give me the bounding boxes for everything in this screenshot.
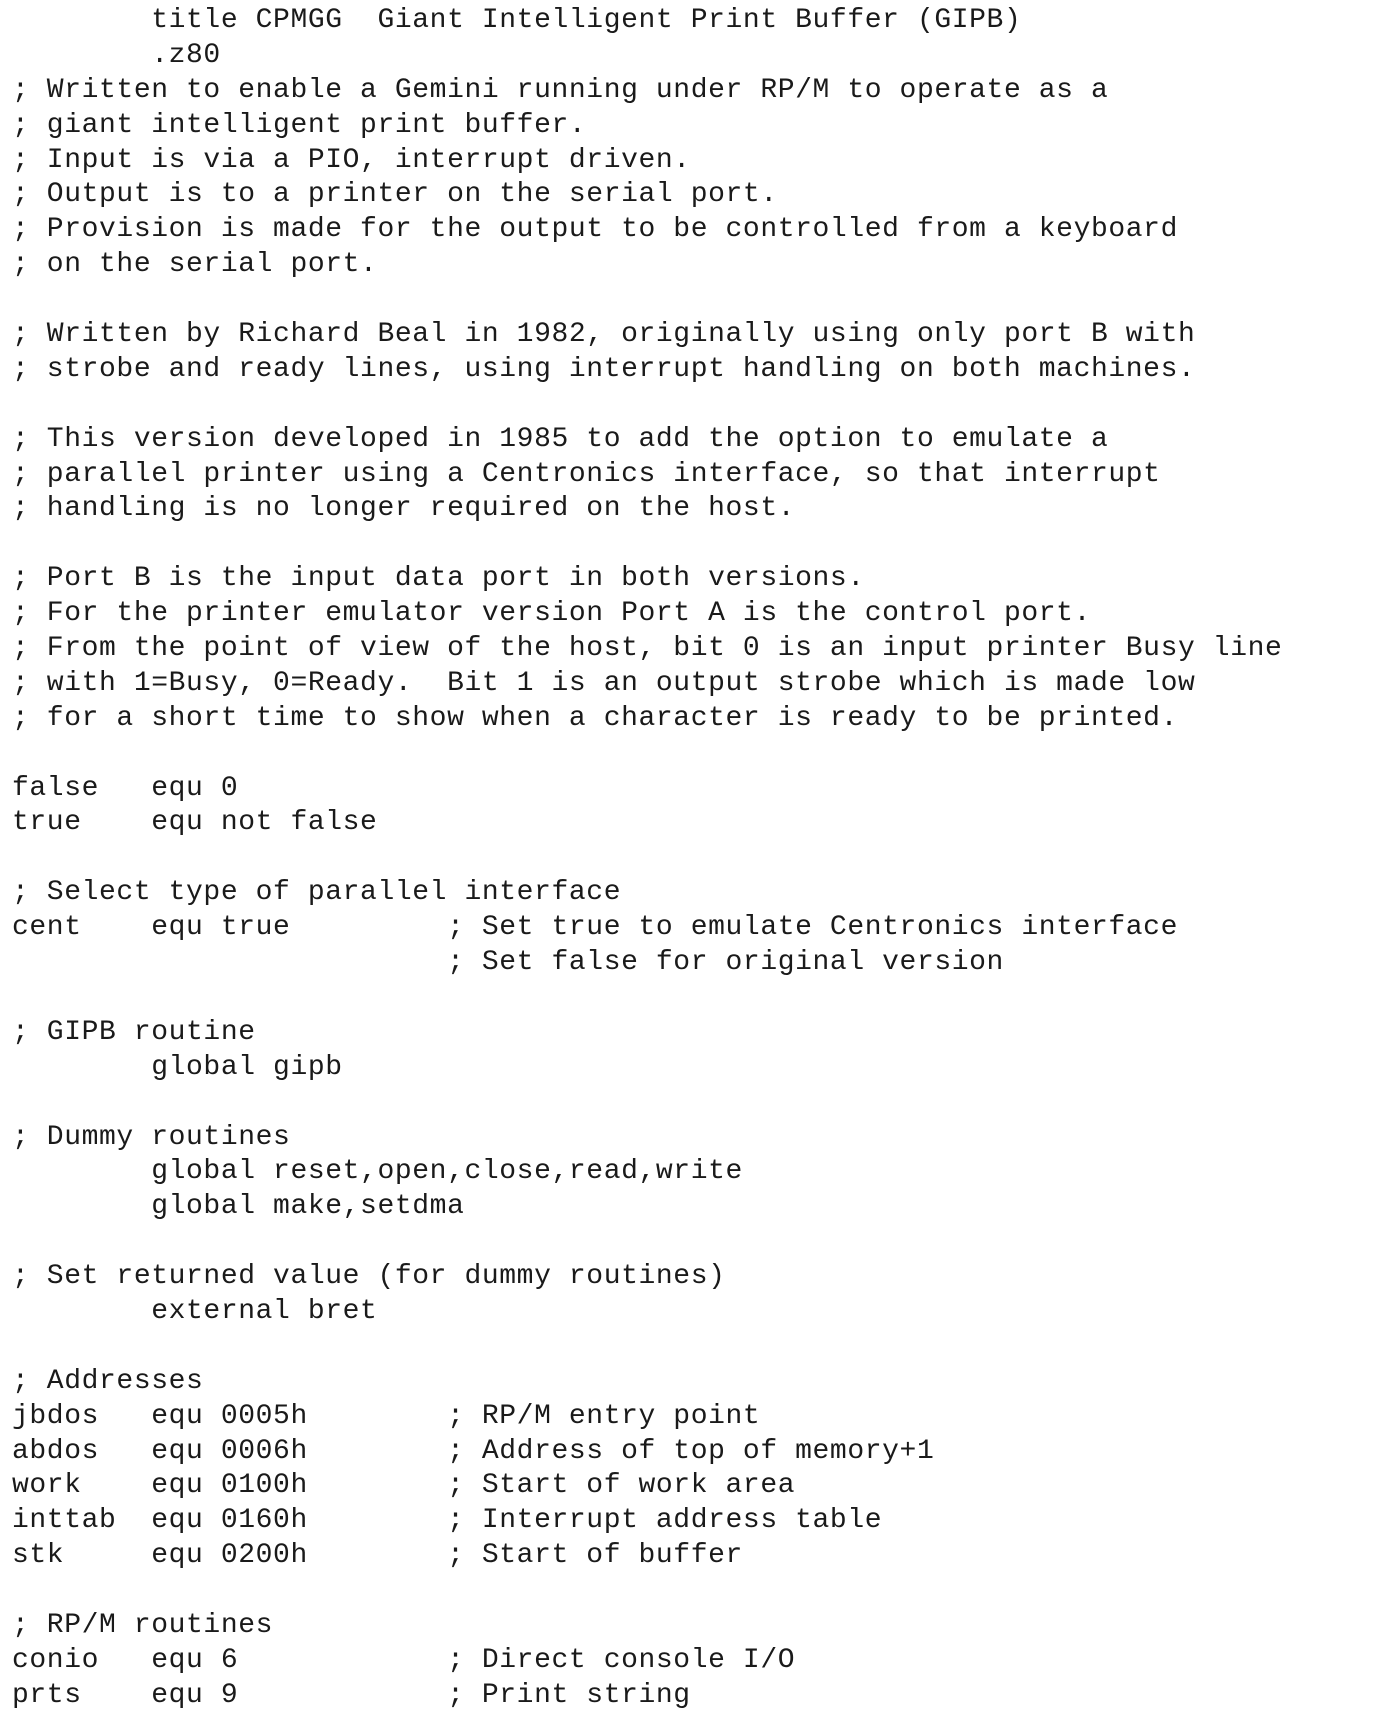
code-line: ; Select type of parallel interface — [12, 877, 622, 909]
code-line: abdos equ 0006h ; Address of top of memory+1 — [12, 1435, 935, 1467]
code-line: ; Set false for original version — [12, 947, 1004, 979]
code-line: ; RP/M routines — [12, 1609, 274, 1641]
code-line: inttab equ 0160h ; Interrupt address table — [12, 1505, 883, 1537]
code-line: ; on the serial port. — [12, 249, 378, 281]
code-line: ; strobe and ready lines, using interrupt handling on both machines. — [12, 353, 1196, 385]
code-line: title CPMGG Giant Intelligent Print Buffer (GIPB) — [12, 5, 1022, 36]
blank-line — [12, 283, 1372, 318]
code-line: ; for a short time to show when a character is ready to be printed. — [12, 702, 1178, 734]
code-line: ; handling is no longer required on the host. — [12, 493, 796, 525]
source-listing — [12, 4, 1372, 1714]
code-line: global gipb — [12, 1051, 343, 1083]
code-line: ; Set returned value (for dummy routines) — [12, 1261, 726, 1293]
blank-line — [12, 981, 1372, 1016]
code-line: ; with 1=Busy, 0=Ready. Bit 1 is an output strobe which is made low — [12, 667, 1196, 699]
blank-line — [12, 1225, 1372, 1260]
code-line: ; Provision is made for the output to be controlled from a keyboard — [12, 214, 1178, 246]
code-line: work equ 0100h ; Start of work area — [12, 1470, 796, 1502]
code-line: ; GIPB routine — [12, 1016, 256, 1048]
code-line: ; Port B is the input data port in both versions. — [12, 563, 865, 595]
code-line: cent equ true ; Set true to emulate Centronics interface — [12, 912, 1178, 944]
code-line: global make,setdma — [12, 1191, 465, 1223]
code-line: ; parallel printer using a Centronics interface, so that interrupt — [12, 458, 1161, 490]
code-line: false equ 0 — [12, 772, 239, 804]
code-line: stk equ 0200h ; Start of buffer — [12, 1540, 743, 1572]
code-line: ; giant intelligent print buffer. — [12, 109, 587, 141]
code-line: global reset,open,close,read,write — [12, 1156, 743, 1188]
blank-line — [12, 737, 1372, 772]
code-line: ; Addresses — [12, 1365, 204, 1397]
blank-line — [12, 1330, 1372, 1365]
blank-line — [12, 388, 1372, 423]
code-line: ; For the printer emulator version Port A is the control port. — [12, 598, 1091, 630]
code-line: conio equ 6 ; Direct console I/O — [12, 1644, 796, 1676]
code-line: ; This version developed in 1985 to add the option to emulate a — [12, 423, 1109, 455]
code-line: external bret — [12, 1295, 378, 1327]
code-line: prts equ 9 ; Print string — [12, 1679, 691, 1711]
code-line: ; Dummy routines — [12, 1121, 291, 1153]
blank-line — [12, 1574, 1372, 1609]
code-line: true equ not false — [12, 807, 378, 839]
code-line: ; Input is via a PIO, interrupt driven. — [12, 144, 691, 176]
code-line: .z80 — [12, 39, 221, 71]
code-line: ; Written to enable a Gemini running under RP/M to operate as a — [12, 74, 1109, 106]
blank-line — [12, 527, 1372, 562]
code-line: ; Output is to a printer on the serial port. — [12, 179, 778, 211]
code-line: jbdos equ 0005h ; RP/M entry point — [12, 1400, 761, 1432]
blank-line — [12, 841, 1372, 876]
code-line: ; From the point of view of the host, bit 0 is an input printer Busy line — [12, 633, 1283, 665]
blank-line — [12, 1086, 1372, 1121]
code-line: ; Written by Richard Beal in 1982, originally using only port B with — [12, 319, 1196, 351]
